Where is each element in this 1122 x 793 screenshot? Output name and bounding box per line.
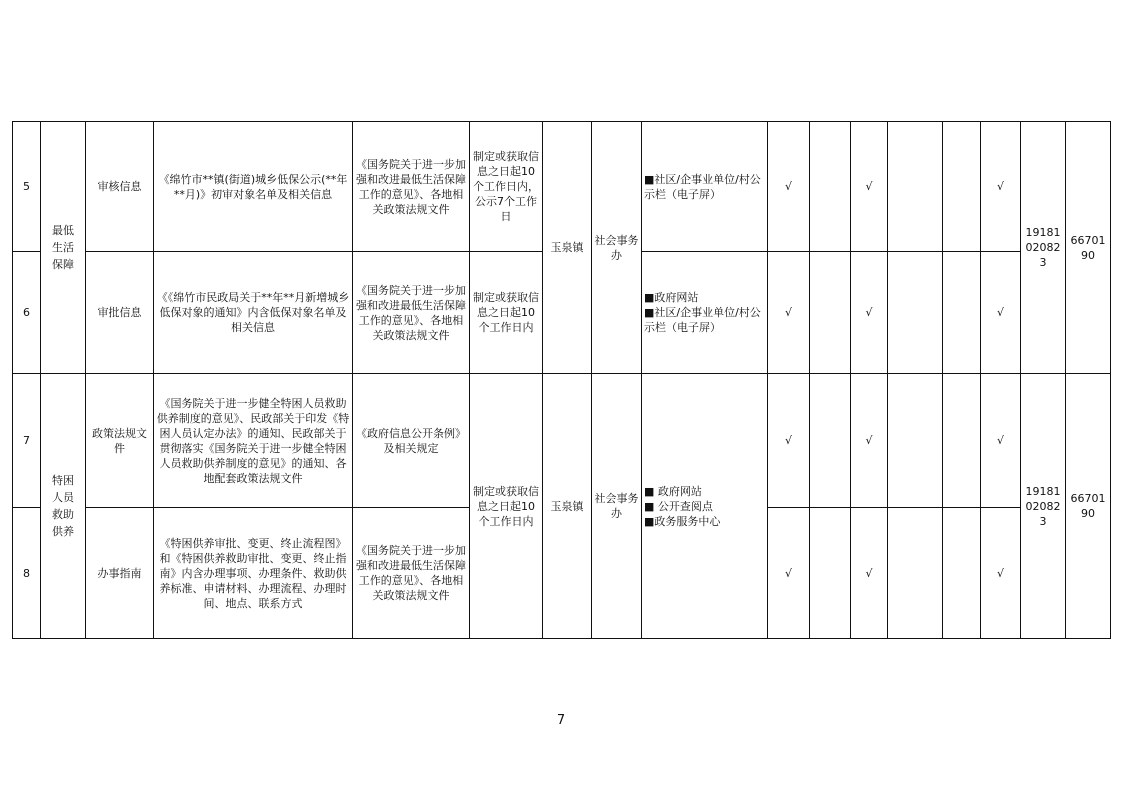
check-mark (943, 508, 981, 639)
row-number: 7 (13, 374, 41, 508)
phone-cell: 6670190 (1066, 122, 1111, 374)
basis-cell: 《政府信息公开条例》及相关规定 (353, 374, 470, 508)
check-mark (943, 252, 981, 374)
check-mark: √ (981, 508, 1021, 639)
check-mark (943, 122, 981, 252)
check-mark (888, 508, 943, 639)
phone-cell: 6670190 (1066, 374, 1111, 639)
channel-item: ■社区/企事业单位/村公示栏（电子屏） (644, 306, 761, 334)
check-mark: √ (851, 122, 888, 252)
phone-cell: 19181020823 (1021, 374, 1066, 639)
basis-cell: 《国务院关于进一步加强和改进最低生活保障工作的意见》、各地相关政策法规文件 (353, 508, 470, 639)
row-number: 6 (13, 252, 41, 374)
office-cell: 玉泉镇 (543, 122, 592, 374)
office-cell: 玉泉镇 (543, 374, 592, 639)
page-number: 7 (556, 713, 566, 728)
department-cell: 社会事务办 (592, 374, 642, 639)
check-mark: √ (768, 508, 810, 639)
check-mark (810, 374, 851, 508)
item-cell: 审批信息 (86, 252, 154, 374)
table-row (13, 122, 1111, 252)
channel-item: ■社区/企事业单位/村公示栏（电子屏） (644, 172, 761, 201)
check-mark: √ (981, 252, 1021, 374)
check-mark: √ (981, 374, 1021, 508)
content-cell: 《特困供养审批、变更、终止流程图》和《特困供养救助审批、变更、终止指南》内含办理事项、办理条件、救助供养标准、申请材料、办理流程、办理时间、地点、联系方式 (154, 508, 353, 639)
content-cell: 《国务院关于进一步健全特困人员救助供养制度的意见》、民政部关于印发《特困人员认定办法》的通知、民政部关于贯彻落实《国务院关于进一步健全特困人员救助供养制度的意见》的通知、各地配套政策法规文件 (154, 374, 353, 508)
department-cell: 社会事务办 (592, 122, 642, 374)
item-cell: 审核信息 (86, 122, 154, 252)
channel-item: ■政府网站 (644, 291, 699, 304)
time-cell: 制定或获取信息之日起10个工作日内，公示7个工作日 (470, 122, 543, 252)
check-mark: √ (851, 508, 888, 639)
basis-cell: 《国务院关于进一步加强和改进最低生活保障工作的意见》、各地相关政策法规文件 (353, 122, 470, 252)
item-cell: 政策法规文件 (86, 374, 154, 508)
check-mark: √ (768, 374, 810, 508)
category-label: 特困人员救助供养 (52, 474, 74, 538)
row-number: 5 (13, 122, 41, 252)
check-mark (810, 122, 851, 252)
check-mark: √ (768, 252, 810, 374)
check-mark (888, 374, 943, 508)
phone-cell: 19181020823 (1021, 122, 1066, 374)
check-mark (810, 508, 851, 639)
check-mark: √ (768, 122, 810, 252)
channel-cell (642, 252, 768, 374)
basis-cell: 《国务院关于进一步加强和改进最低生活保障工作的意见》、各地相关政策法规文件 (353, 252, 470, 374)
item-cell: 办事指南 (86, 508, 154, 639)
channel-cell (642, 374, 768, 639)
check-mark (888, 252, 943, 374)
channel-item: ■ 公开查阅点 (644, 499, 713, 513)
disclosure-table (12, 121, 1111, 639)
table-row (13, 374, 1111, 508)
check-mark (888, 122, 943, 252)
check-mark: √ (851, 374, 888, 508)
check-mark: √ (851, 252, 888, 374)
content-cell: 《《绵竹市民政局关于**年**月新增城乡低保对象的通知》内含低保对象名单及相关信息 (154, 252, 353, 374)
category-cell (41, 374, 86, 639)
check-mark: √ (981, 122, 1021, 252)
time-cell: 制定或获取信息之日起10个工作日内 (470, 252, 543, 374)
category-cell (41, 122, 86, 374)
time-cell: 制定或获取信息之日起10个工作日内 (470, 374, 543, 639)
channel-item: ■政务服务中心 (644, 514, 721, 528)
category-label: 最低生活保障 (52, 224, 74, 271)
content-cell: 《绵竹市**镇(街道)城乡低保公示(**年**月)》初审对象名单及相关信息 (154, 122, 353, 252)
channel-cell (642, 122, 768, 252)
channel-item: ■ 政府网站 (644, 484, 702, 498)
check-mark (943, 374, 981, 508)
check-mark (810, 252, 851, 374)
row-number: 8 (13, 508, 41, 639)
